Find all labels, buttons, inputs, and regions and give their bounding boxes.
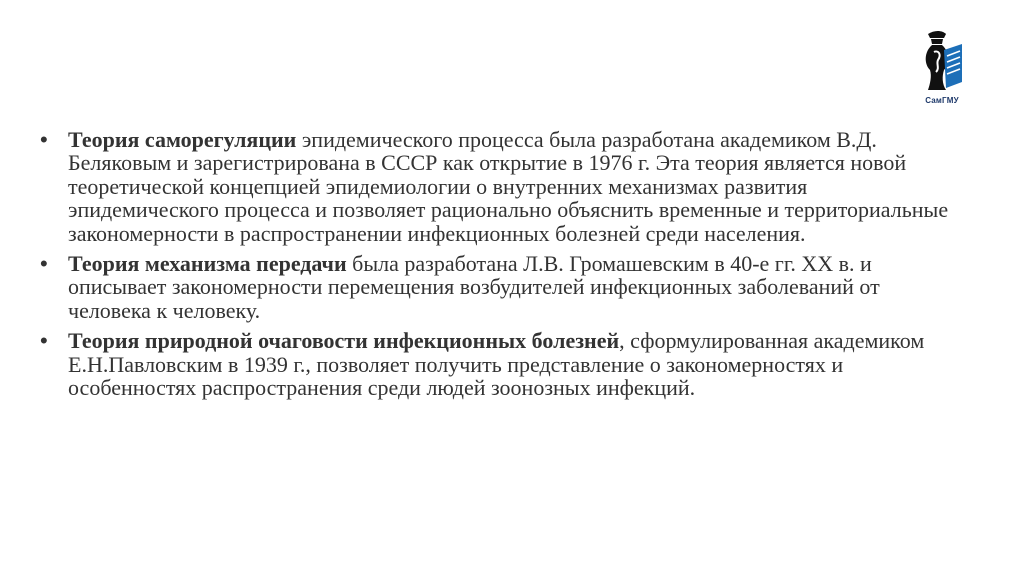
item-term: Теория механизма передачи — [68, 251, 347, 277]
university-logo — [910, 30, 974, 110]
item-term: Теория саморегуляции — [68, 127, 297, 152]
list-item — [40, 128, 950, 245]
item-text: , сформулированная академиком Е.Н.Павловским в 1939 г., позволяет получить представление о закономерностях и особенностях распространения среди людей зоонозных инфекций. — [68, 328, 925, 401]
list-item — [40, 252, 950, 322]
bullet-marker: • — [40, 328, 48, 354]
item-text: эпидемического процесса была разработана академиком В.Д. Беляковым и зарегистрирована в СССР как открытие в 1976 г. Эта теория является новой теоретической концепцией эпидемиологии о внутренних механизмах развития эпидемического процесса и позволяет рационально объяснить временные и территориальные закономерности в распространении инфекционных болезней среди населения. — [68, 127, 949, 246]
logo-text: СамГМУ — [925, 96, 959, 105]
bullet-marker: • — [40, 251, 48, 277]
samgmu-emblem-icon — [920, 30, 964, 94]
item-term: Теория природной очаговости инфекционных болезней — [68, 328, 620, 354]
item-text: была разработана Л.В. Громашевским в 40-е гг. XX в. и описывает закономерности перемещения возбудителей инфекционных заболеваний от человека к человеку. — [68, 251, 880, 323]
bullet-list — [40, 128, 950, 406]
bullet-marker: • — [40, 127, 48, 152]
list-item — [40, 329, 950, 399]
